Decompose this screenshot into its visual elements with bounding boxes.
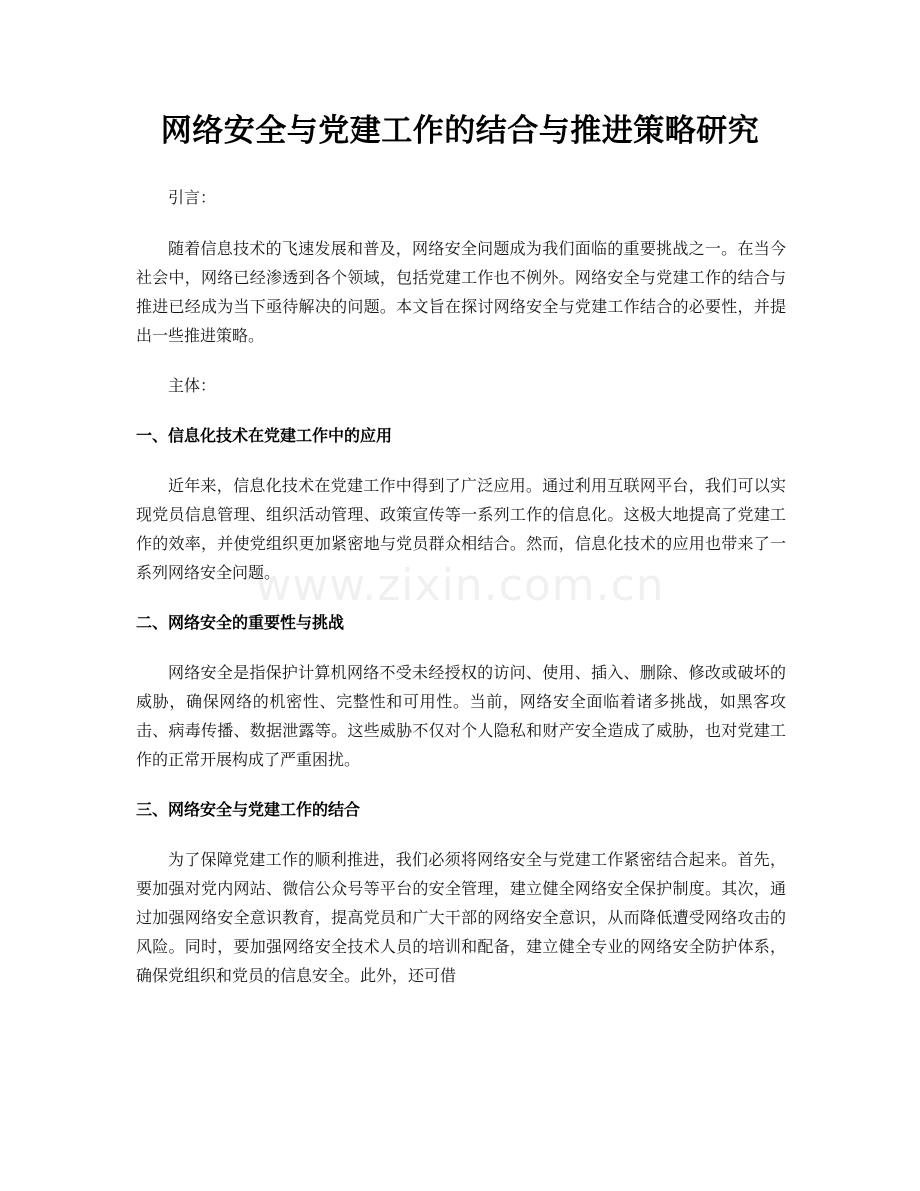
body-label: 主体： — [168, 376, 217, 395]
section-paragraph-2: 网络安全是指保护计算机网络不受未经授权的访问、使用、插入、删除、修改或破坏的威胁，确保网络的机密性、完整性和可用性。当前，网络安全面临着诸多挑战，如黑客攻击、病毒传播、数据泄露等。这些威胁不仅对个人隐私和财产安全造成了威胁，也对党建工作的正常开展构成了严重困扰。 — [136, 663, 786, 769]
section-heading-3: 三、网络安全与党建工作的结合 — [136, 800, 361, 819]
section-heading-1: 一、信息化技术在党建工作中的应用 — [136, 426, 393, 445]
intro-paragraph: 随着信息技术的飞速发展和普及，网络安全问题成为我们面临的重要挑战之一。在当今社会中，网络已经渗透到各个领域，包括党建工作也不例外。网络安全与党建工作的结合与推进已经成为当下亟待解决的问题。本文旨在探讨网络安全与党建工作结合的必要性，并提出一些推进策略。 — [136, 239, 786, 345]
section-heading-2: 二、网络安全的重要性与挑战 — [136, 613, 345, 632]
document-title: 网络安全与党建工作的结合与推进策略研究 — [160, 113, 760, 149]
watermark: www.zixin.com.cn — [255, 560, 665, 611]
intro-label: 引言： — [168, 188, 217, 207]
section-paragraph-3: 为了保障党建工作的顺利推进，我们必须将网络安全与党建工作紧密结合起来。首先，要加强对党内网站、微信公众号等平台的安全管理，建立健全网络安全保护制度。其次，通过加强网络安全意识教育，提高党员和广大干部的网络安全意识，从而降低遭受网络攻击的风险。同时，要加强网络安全技术人员的培训和配备，建立健全专业的网络安全防护体系，确保党组织和党员的信息安全。此外，还可借 — [136, 850, 786, 985]
document-body — [136, 183, 786, 990]
section-paragraph-1: 近年来，信息化技术在党建工作中得到了广泛应用。通过利用互联网平台，我们可以实现党员信息管理、组织活动管理、政策宣传等一系列工作的信息化。这极大地提高了党建工作的效率，并使党组织更加紧密地与党员群众相结合。然而，信息化技术的应用也带来了一系列网络安全问题。 — [136, 476, 786, 582]
